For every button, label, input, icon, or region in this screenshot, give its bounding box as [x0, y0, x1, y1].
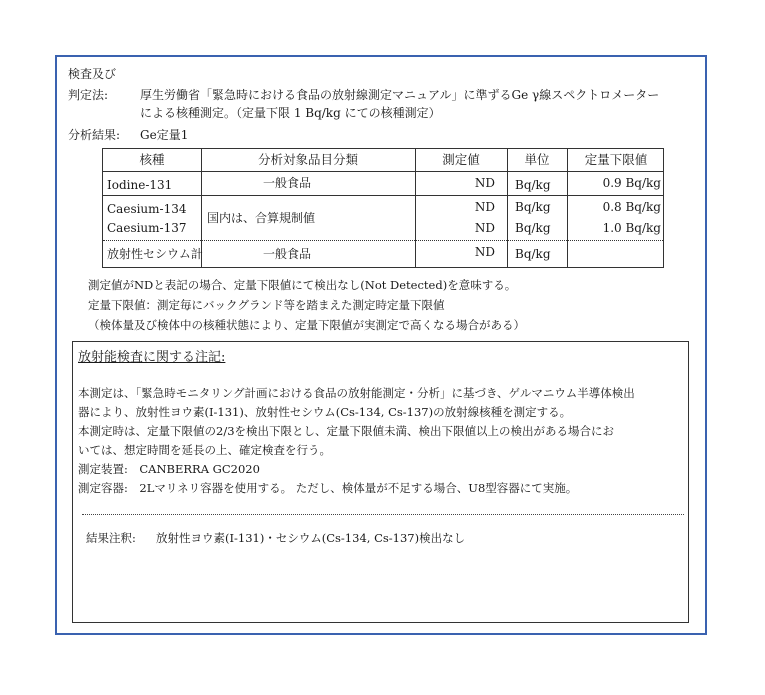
footnote: （検体量及び検体中の核種状態により、定量下限値が実測定で高くなる場合がある） [88, 318, 525, 332]
notes-dotted-separator [82, 514, 684, 515]
table-cell-limit: 0.8 Bq/kg [602, 200, 661, 214]
notes-line: 器により、放射性ヨウ素(I-131)、放射性セシウム(Cs-134, Cs-137)の放射線核種を測定する。 [78, 405, 572, 419]
table-cell-nuclide: Caesium-137 [107, 221, 187, 235]
footnote: 測定値がNDと表記の場合、定量下限値にて検出なし(Not Detected)を意味する。 [88, 278, 517, 292]
method-label-line2: 判定法: [68, 88, 109, 102]
table-cell-value: ND [474, 221, 495, 235]
analysis-value: Ge定量1 [140, 128, 189, 142]
table-cell-limit: 1.0 Bq/kg [602, 221, 661, 235]
table-row-divider [103, 195, 663, 196]
table-cell-value: ND [474, 245, 495, 259]
table-cell-unit: Bq/kg [515, 200, 551, 214]
table-cell-unit: Bq/kg [515, 221, 551, 235]
notes-line: 本測定時は、定量下限値の2/3を検出下限とし、定量下限値未満、検出下限値以上の検出がある場合にお [78, 424, 615, 438]
table-header-nuclide: 核種 [139, 152, 165, 167]
table-cell-unit: Bq/kg [515, 247, 551, 261]
results-table [102, 148, 664, 268]
notes-line: 測定装置: CANBERRA GC2020 [78, 462, 260, 476]
table-header-category: 分析対象品目分類 [257, 152, 358, 167]
table-cell-limit: 0.9 Bq/kg [602, 176, 661, 190]
table-row-divider-dotted [103, 240, 663, 241]
method-text-line2: による核種測定。（定量下限 1 Bq/kg にての核種測定） [140, 106, 441, 120]
table-header-limit: 定量下限値 [584, 152, 648, 167]
table-header-value: 測定値 [442, 152, 480, 167]
notes-line: いては、想定時間を延長の上、確定検査を行う。 [78, 443, 331, 457]
table-cell-category: 一般食品 [263, 176, 312, 190]
notes-line: 測定容器: 2Lマリネリ容器を使用する。 ただし、検体量が不足する場合、U8型容器にて実施。 [78, 481, 578, 495]
method-label-line1: 検査及び [68, 67, 117, 81]
notes-line: 本測定は、「緊急時モニタリング計画における食品の放射能測定・分析」に基づき、ゲルマニウム半導体検出 [78, 386, 635, 400]
table-cell-category: 国内は、合算規制値 [207, 211, 316, 225]
method-text-line1: 厚生労働省「緊急時における食品の放射線測定マニュアル」に準ずるGe γ線スペクトロメーター [140, 88, 660, 102]
table-cell-nuclide: Iodine-131 [107, 178, 173, 192]
table-header-unit: 単位 [524, 152, 550, 167]
result-note-label: 結果注釈: [86, 531, 136, 545]
table-cell-unit: Bq/kg [515, 178, 551, 192]
table-cell-value: ND [474, 200, 495, 214]
table-header-divider [103, 171, 663, 172]
result-note-text: 放射性ヨウ素(I-131)・セシウム(Cs-134, Cs-137)検出なし [156, 531, 466, 545]
footnote: 定量下限値：測定毎にバックグランド等を踏まえた測定時定量下限値 [88, 298, 445, 312]
table-cell-value: ND [474, 176, 495, 190]
analysis-label: 分析結果: [68, 128, 121, 142]
table-cell-nuclide: Caesium-134 [107, 202, 187, 216]
table-cell-category: 一般食品 [263, 247, 312, 261]
table-cell-nuclide: 放射性セシウム計 [107, 247, 203, 261]
notes-title: 放射能検査に関する注記: [78, 350, 226, 365]
